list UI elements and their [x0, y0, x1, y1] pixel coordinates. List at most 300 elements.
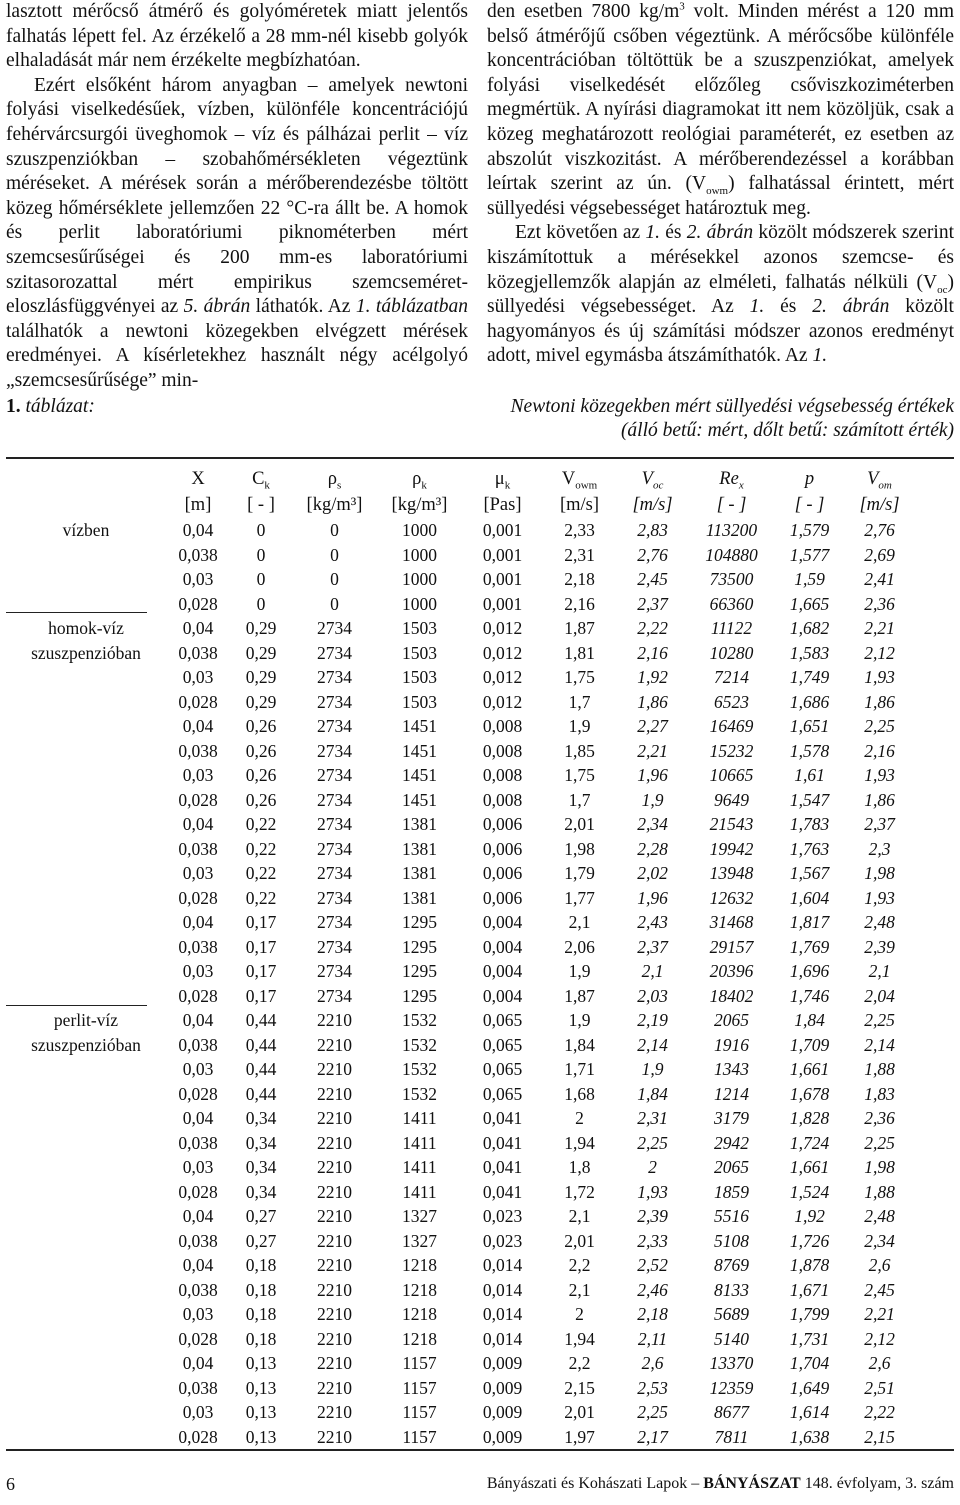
table-cell: 0,18 [245, 1328, 277, 1349]
table-cell: 2,53 [637, 1377, 668, 1398]
column-header-5 [543, 466, 616, 492]
table-cell: 1,9 [641, 789, 664, 810]
table-cell: 2,1 [868, 961, 891, 981]
header-blank [6, 466, 166, 492]
table-cell: 5516 [714, 1206, 749, 1226]
table-row [6, 1425, 914, 1450]
table-cell: 0,34 [245, 1181, 277, 1202]
table-cell: 1327 [402, 1230, 437, 1251]
table-row [6, 886, 914, 911]
table-cell: 2,37 [864, 814, 895, 834]
table-cell: 2,6 [868, 1255, 891, 1275]
table-cell: 6523 [714, 691, 749, 712]
table-cell: 2210 [317, 1108, 352, 1128]
table-cell: 1503 [402, 618, 437, 638]
table-cell: 1411 [402, 1157, 437, 1177]
group-label-empty [6, 886, 166, 911]
table-cell: 1859 [714, 1181, 749, 1202]
table-cell: 0,26 [245, 789, 277, 810]
table-cell: 0,028 [178, 1426, 218, 1447]
left-paragraph-2-text-c: találhatók a newtoni közegekben elvégzett mérések eredményei. A kísérletekhez használt négy acélgolyó „szemcsesűrűsége” min- [6, 320, 468, 391]
column-symbol: p [804, 469, 815, 489]
table-cell: 16469 [709, 716, 754, 736]
table-cell: 1,763 [789, 838, 830, 859]
table-ref: 1. táblázatban [355, 296, 468, 318]
table-cell: 0,012 [482, 667, 523, 687]
table-cell: 0,028 [178, 789, 218, 810]
table-row [6, 1351, 914, 1376]
table-cell: 0,29 [245, 642, 277, 663]
table-cell: 1295 [402, 912, 437, 932]
table-cell: 0,04 [182, 912, 214, 932]
table-cell: 0,17 [245, 961, 277, 981]
table-cell: 1,9 [568, 716, 591, 736]
table-cell: 2734 [317, 887, 352, 908]
table-cell: 2,03 [637, 985, 668, 1006]
table-header [6, 466, 914, 518]
table-cell: 2210 [317, 1255, 352, 1275]
table-cell: 2,22 [637, 618, 668, 638]
table-cell: 1,799 [789, 1304, 830, 1324]
table-cell: 1,9 [568, 1010, 591, 1030]
table-cell: 1,547 [789, 789, 830, 810]
table-cell: 0,008 [482, 789, 523, 810]
table-cell: 1,72 [564, 1181, 595, 1202]
group-label-empty [6, 1180, 166, 1205]
table-cell: 0,065 [482, 1059, 523, 1079]
group-label-empty [6, 1082, 166, 1107]
table-cell: 1,577 [789, 544, 830, 565]
table-cell: 2734 [317, 912, 352, 932]
column-symbol: V [641, 469, 653, 489]
group-label-empty [6, 714, 166, 739]
group-label-empty [6, 690, 166, 715]
table-cell: 0,008 [482, 716, 523, 736]
table-cell: 1,665 [789, 593, 830, 614]
table-cell: 1,696 [789, 961, 830, 981]
table-cell: 0,001 [482, 569, 523, 589]
table-cell: 19942 [709, 838, 754, 859]
table-cell: 1381 [402, 838, 437, 859]
table-cell: 2,12 [864, 1328, 895, 1349]
column-header-2 [292, 466, 377, 492]
group-label-empty [6, 1376, 166, 1401]
table-cell: 1,686 [789, 691, 830, 712]
left-paragraph-2-text-b: láthatók. Az [250, 296, 356, 318]
journal-suffix: 148. évfolyam, 3. szám [800, 1475, 954, 1492]
table-cell: 0,008 [482, 740, 523, 761]
right-paragraph-2 [487, 221, 954, 369]
table-cell: 0,028 [178, 887, 218, 908]
table-row [6, 788, 914, 813]
table-cell: 0,014 [482, 1255, 523, 1275]
table-row [6, 1033, 914, 1058]
table-cell: 12632 [709, 887, 754, 908]
table-cell: 0,26 [245, 740, 277, 761]
subscript: owm [706, 185, 729, 198]
table-cell: 1,7 [568, 789, 591, 810]
table-cell: 2210 [317, 1279, 352, 1300]
table-cell: 2,18 [637, 1304, 668, 1324]
table-cell: 0,13 [245, 1426, 277, 1447]
table-cell: 20396 [709, 961, 754, 981]
table-cell: 0,012 [482, 618, 523, 638]
table-cell: 1,638 [789, 1426, 830, 1447]
table-cell: 1214 [714, 1083, 749, 1104]
table-cell: 2,16 [637, 642, 668, 663]
figure-ref: 1. [645, 222, 661, 244]
group-label-empty [6, 1278, 166, 1303]
table-cell: 0 [256, 569, 266, 589]
table-cell: 0,04 [182, 1010, 214, 1030]
table-row [6, 910, 914, 935]
table-cell: 0,038 [178, 1377, 218, 1398]
group-label-empty [6, 984, 166, 1009]
column-symbol: μ [494, 469, 505, 489]
table-row [6, 1376, 914, 1401]
table-cell: 1,85 [564, 740, 595, 761]
table-cell: 1532 [402, 1010, 437, 1030]
table-cell: 2,22 [864, 1402, 895, 1422]
table-cell: 0,038 [178, 1132, 218, 1153]
table-cell: 0,13 [245, 1353, 277, 1373]
table-cell: 1,83 [864, 1083, 895, 1104]
table-cell: 0,009 [482, 1402, 523, 1422]
table-cell: 2,21 [637, 740, 668, 761]
table-cell: 2,11 [637, 1328, 668, 1349]
table-cell: 2,17 [637, 1426, 668, 1447]
table-cell: 2210 [317, 1181, 352, 1202]
table-cell: 2,41 [864, 569, 895, 589]
table-cell: 2,46 [637, 1279, 668, 1300]
table-cell: 1,84 [564, 1034, 595, 1055]
table-cell: 0,012 [482, 642, 523, 663]
left-paragraph-1: lasztott mérőcső átmérő és golyóméretek miatt jelentős falhatás lépett fel. Az érzékelő a 28 mm-nél kisebb golyók elhaladását már nem érzékelte megbízhatóan. [6, 1, 468, 72]
table-cell: 2,16 [864, 740, 895, 761]
table-cell: 1,93 [864, 765, 895, 785]
table-cell: 1916 [714, 1034, 749, 1055]
table-cell: 1,98 [564, 838, 595, 859]
table-cell: 2,15 [564, 1377, 595, 1398]
caption-line-1: Newtoni közegekben mért süllyedési végsebesség értékek [510, 396, 954, 417]
table-cell: 2,06 [564, 936, 595, 957]
group-label-empty [6, 1106, 166, 1131]
column-header-8 [774, 466, 845, 492]
table-cell: 0 [330, 593, 339, 614]
table-cell: 1,93 [864, 887, 895, 908]
table-cell: 2734 [317, 961, 352, 981]
table-row [6, 935, 914, 960]
column-subscript: owm [575, 479, 598, 492]
table-cell: 1381 [402, 887, 437, 908]
table-cell: 2,19 [637, 1010, 668, 1030]
table-cell: 2734 [317, 789, 352, 810]
column-header-4 [462, 466, 543, 492]
group-label-empty [6, 1253, 166, 1278]
table-cell: 0,34 [245, 1157, 277, 1177]
table-number: 1. [6, 396, 21, 417]
table-cell: 0,004 [482, 985, 523, 1006]
table-cell: 1,578 [789, 740, 830, 761]
table-row [6, 1155, 914, 1180]
table-cell: 2,51 [864, 1377, 895, 1398]
table-cell: 2,31 [637, 1108, 668, 1128]
table-caption-title [511, 395, 954, 443]
table-cell: 1,79 [564, 863, 595, 883]
table-cell: 1295 [402, 936, 437, 957]
table-cell: 2 [575, 1108, 584, 1128]
data-table [6, 466, 914, 1449]
group-label-empty [6, 788, 166, 813]
column-unit-7: [ - ] [716, 495, 747, 515]
table-cell: 1,817 [789, 912, 830, 932]
table-cell: 0,038 [178, 740, 218, 761]
table-cell: 2210 [317, 1132, 352, 1153]
text-run: den esetben 7800 kg/m [487, 1, 680, 22]
table-cell: 1157 [402, 1402, 437, 1422]
header-blank [6, 492, 166, 518]
table-cell: 0,006 [482, 887, 523, 908]
table-cell: 1,75 [564, 765, 595, 785]
table-cell: 1343 [714, 1059, 749, 1079]
table-cell: 0,29 [245, 618, 277, 638]
column-symbol: X [191, 469, 205, 489]
table-row [6, 714, 914, 739]
table-cell: 0,27 [245, 1206, 277, 1226]
table-cell: 1503 [402, 667, 437, 687]
table-cell: 0,065 [482, 1034, 523, 1055]
group-label-empty [6, 543, 166, 568]
table-cell: 1,828 [789, 1108, 830, 1128]
column-header-6 [616, 466, 689, 492]
group-label-empty [6, 567, 166, 592]
table-cell: 0,18 [245, 1304, 277, 1324]
table-cell: 0 [330, 520, 339, 540]
table-row [6, 1327, 914, 1352]
table-cell: 0,18 [245, 1279, 277, 1300]
table-cell: 2,33 [564, 520, 595, 540]
column-header-1 [230, 466, 292, 492]
table-cell: 0,008 [482, 765, 523, 785]
table-cell: 1,649 [789, 1377, 830, 1398]
left-text-column [6, 0, 468, 394]
table-cell: 2,25 [637, 1402, 668, 1422]
table-cell: 1,84 [794, 1010, 825, 1030]
table-cell: 0,004 [482, 936, 523, 957]
group-label-empty [6, 1204, 166, 1229]
table-cell: 2,48 [864, 1206, 895, 1226]
table-cell: 73500 [709, 569, 754, 589]
table-cell: 1,94 [564, 1328, 595, 1349]
table-cell: 0,041 [482, 1157, 523, 1177]
table-cell: 0,04 [182, 814, 214, 834]
table-cell: 2065 [714, 1010, 749, 1030]
table-cell: 1295 [402, 961, 437, 981]
table-cell: 0,014 [482, 1328, 523, 1349]
table-cell: 2734 [317, 642, 352, 663]
table-row [6, 641, 914, 666]
table-cell: 0,03 [182, 765, 214, 785]
table-cell: 0 [256, 593, 266, 614]
column-symbol: ρ [327, 469, 337, 489]
table-cell: 2210 [317, 1304, 352, 1324]
table-cell: 0,014 [482, 1304, 523, 1324]
table-cell: 1451 [402, 789, 437, 810]
table-cell: 0,004 [482, 912, 523, 932]
table-cell: 0,44 [245, 1010, 277, 1030]
table-row [6, 959, 914, 984]
table-cell: 0,023 [482, 1206, 523, 1226]
figure-ref: 2. ábrán [812, 296, 890, 318]
table-cell: 2,25 [637, 1132, 668, 1153]
table-cell: 1,87 [564, 985, 595, 1006]
table-cell: 0,006 [482, 838, 523, 859]
table-cell: 1,86 [864, 789, 895, 810]
column-subscript: x [738, 479, 744, 492]
group-label-empty [6, 1131, 166, 1156]
table-cell: 2734 [317, 667, 352, 687]
column-unit-3: [kg/m³] [391, 495, 448, 515]
table-cell: 1,651 [789, 716, 830, 736]
page-number: 6 [6, 1474, 15, 1494]
text-run: és [764, 296, 813, 318]
table-cell: 2,37 [637, 593, 668, 614]
column-symbol: V [867, 469, 879, 489]
column-subscript: oc [652, 479, 664, 492]
header-symbol-row [6, 466, 914, 492]
table-cell: 1157 [402, 1426, 437, 1447]
table-cell: 1,98 [864, 1157, 895, 1177]
table-cell: 1,59 [794, 569, 825, 589]
text-run: közölt hagyományos és új számítási módszer azonos eredményt adott, mivel egymásba átszámíthatók. Az [487, 296, 954, 367]
table-cell: 0,17 [245, 985, 277, 1006]
table-cell: 2,76 [637, 544, 668, 565]
table-cell: 2734 [317, 863, 352, 883]
journal-prefix: Bányászati és Kohászati Lapok – [486, 1475, 704, 1492]
table-cell: 0,014 [482, 1279, 523, 1300]
subscript: oc [937, 283, 948, 296]
table-cell: 2,48 [864, 912, 895, 932]
table-cell: 1218 [402, 1255, 437, 1275]
table-cell: 0,028 [178, 1328, 218, 1349]
table-cell: 2,27 [637, 716, 668, 736]
table-cell: 1451 [402, 740, 437, 761]
journal-name [487, 1474, 954, 1494]
column-subscript: s [336, 479, 342, 492]
table-cell: 1,92 [637, 667, 668, 687]
table-cell: 0,44 [245, 1034, 277, 1055]
table-cell: 2,6 [868, 1353, 891, 1373]
table-cell: 2,31 [564, 544, 595, 565]
table-cell: 2,01 [564, 814, 595, 834]
column-subscript: k [504, 479, 511, 492]
table-cell: 15232 [709, 740, 754, 761]
column-unit-2: [kg/m³] [306, 495, 363, 515]
table-cell: 0 [256, 520, 266, 540]
table-cell: 0,065 [482, 1010, 523, 1030]
table-cell: 0,028 [178, 691, 218, 712]
table-cell: 1411 [402, 1181, 437, 1202]
group-label-empty [6, 1155, 166, 1180]
table-cell: 1532 [402, 1059, 437, 1079]
column-header-0 [166, 466, 230, 492]
column-unit-5: [m/s] [559, 495, 600, 515]
text-run: ) süllyedési végsebességet. Az [487, 271, 954, 318]
table-cell: 0,028 [178, 1181, 218, 1202]
table-cell: 2,34 [864, 1230, 895, 1251]
column-unit-1: [ - ] [247, 495, 275, 515]
table-cell: 2,6 [641, 1353, 664, 1373]
table-cell: 0,17 [245, 912, 277, 932]
table-row [6, 837, 914, 862]
table-cell: 2210 [317, 1206, 352, 1226]
table-cell: 1,88 [864, 1059, 895, 1079]
table-cell: 1,96 [637, 765, 668, 785]
figure-ref: 1. [812, 345, 828, 367]
figure-ref: 2. ábrán [686, 222, 754, 244]
table-cell: 1157 [402, 1353, 437, 1373]
table-cell: 0,22 [245, 814, 277, 834]
table-cell: 2210 [317, 1010, 352, 1030]
table-cell: 1,84 [637, 1083, 668, 1104]
table-cell: 2,21 [864, 1304, 895, 1324]
table-cell: 104880 [705, 544, 758, 565]
table-cell: 2,1 [568, 1279, 591, 1300]
column-header-9 [845, 466, 914, 492]
table-cell: 1,671 [789, 1279, 830, 1300]
table-cell: 1,81 [564, 642, 595, 663]
table-row [6, 1008, 914, 1033]
table-cell: 1000 [402, 544, 437, 565]
table-cell: 1,86 [637, 691, 668, 712]
table-cell: 2210 [317, 1328, 352, 1349]
table-row [6, 592, 914, 617]
column-symbol: C [252, 469, 265, 489]
table-row [6, 861, 914, 886]
text-run: és [660, 222, 687, 244]
table-cell: 12359 [709, 1377, 754, 1398]
table-cell: 2,69 [864, 544, 895, 565]
table-cell: 0,038 [178, 1230, 218, 1251]
group-label: homok-víz [48, 618, 124, 638]
table-cell: 0,009 [482, 1426, 523, 1447]
table-cell: 0,038 [178, 1279, 218, 1300]
table-cell: 0,29 [245, 667, 277, 687]
table-cell: 2,16 [564, 593, 595, 614]
table-cell: 0,22 [245, 838, 277, 859]
table-cell: 1,661 [789, 1157, 830, 1177]
column-subscript: k [421, 479, 427, 492]
column-unit-0: [m] [184, 495, 212, 515]
table-cell: 2734 [317, 765, 352, 785]
group-label-empty [6, 1302, 166, 1327]
group-label-empty [6, 592, 166, 617]
text-run: Ezt követően az [515, 222, 646, 244]
table-cell: 1,724 [789, 1132, 830, 1153]
table-cell: 1,86 [864, 691, 895, 712]
table-cell: 31468 [709, 912, 754, 932]
table-cell: 1532 [402, 1083, 437, 1104]
table-row [6, 1278, 914, 1303]
table-row [6, 1180, 914, 1205]
table-cell: 0,038 [178, 838, 218, 859]
table-cell: 1218 [402, 1304, 437, 1324]
table-cell: 2,39 [864, 936, 895, 957]
table-cell: 10665 [709, 765, 754, 785]
table-cell: 2734 [317, 838, 352, 859]
table-cell: 0,44 [245, 1083, 277, 1104]
table-cell: 0,34 [245, 1108, 277, 1128]
